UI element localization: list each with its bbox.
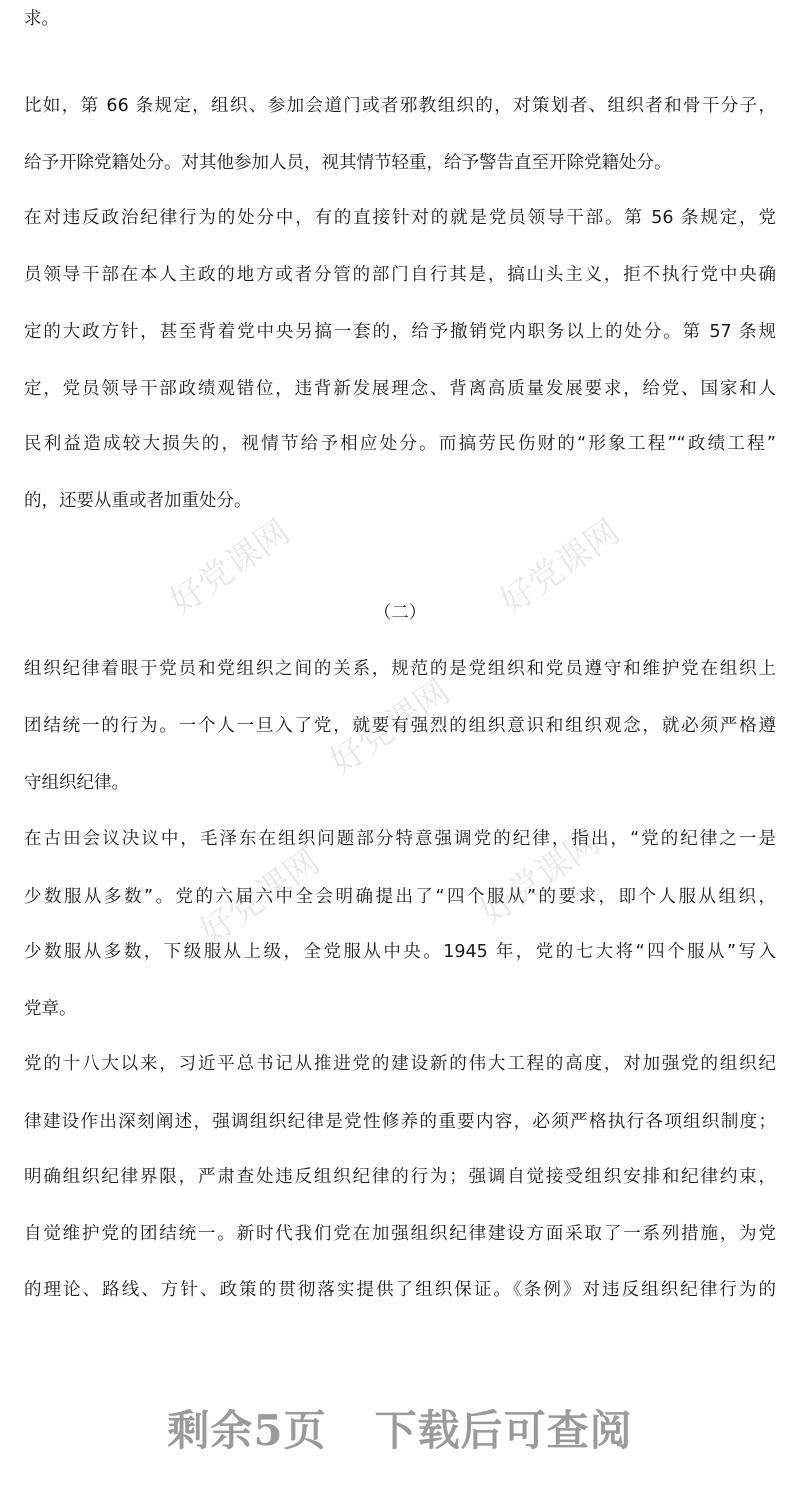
watermark: 好党课网 <box>492 511 628 623</box>
text-line: 民利益造成较大损失的，视情节给予相应处分。而搞劳民伤财的“形象工程”“政绩工程” <box>24 434 776 454</box>
text-line: 求。 <box>24 9 59 29</box>
watermark: 好党课网 <box>162 511 298 623</box>
text-line: 自觉维护党的团结统一。新时代我们党在加强组织纪律建设方面采取了一系列措施，为党 <box>24 1224 776 1244</box>
text-line: 的理论、路线、方针、政策的贯彻落实提供了组织保证。《条例》对违反组织纪律行为的 <box>24 1280 776 1300</box>
section-heading: （二） <box>373 603 427 623</box>
text-line: 员领导干部在本人主政的地方或者分管的部门自行其是，搞山头主义，拒不执行党中央确 <box>24 265 776 285</box>
text-line: 少数服从多数，下级服从上级，全党服从中央。1945 年，党的七大将“四个服从”写入 <box>24 942 776 962</box>
text-line: 的，还要从重或者加重处分。 <box>24 491 252 511</box>
text-line: 定，党员领导干部政绩观错位，违背新发展理念、背离高质量发展要求，给党、国家和人 <box>24 379 776 399</box>
text-line: 团结统一的行为。一个人一旦入了党，就要有强烈的组织意识和组织观念，就必须严格遵 <box>24 716 776 736</box>
text-line: 在古田会议决议中，毛泽东在组织问题部分特意强调党的纪律，指出，“党的纪律之一是 <box>24 829 776 849</box>
text-line: 给予开除党籍处分。对其他参加人员，视其情节轻重，给予警告直至开除党籍处分。 <box>24 153 672 173</box>
text-line: 比如，第 66 条规定，组织、参加会道门或者邪教组织的，对策划者、组织者和骨干分子， <box>24 96 776 116</box>
text-line: 在对违反政治纪律行为的处分中，有的直接针对的就是党员领导干部。第 56 条规定，党 <box>24 208 776 228</box>
watermark: 好党课网 <box>192 841 328 953</box>
text-line: 明确组织纪律界限，严肃查处违反组织纪律的行为；强调自觉接受组织安排和纪律约束， <box>24 1167 776 1187</box>
watermark: 好党课网 <box>322 671 458 783</box>
text-line: 少数服从多数”。党的六届六中全会明确提出了“四个服从”的要求，即个人服从组织， <box>24 887 776 907</box>
download-prompt[interactable] <box>0 1398 800 1458</box>
text-line: 党章。 <box>24 999 77 1019</box>
download-to-view-text: 下载后可查阅 <box>374 1406 633 1455</box>
text-line: 组织纪律着眼于党员和党组织之间的关系，规范的是党组织和党员遵守和维护党在组织上 <box>24 659 776 679</box>
watermark: 好党课网 <box>472 821 608 933</box>
text-line: 党的十八大以来，习近平总书记从推进党的建设新的伟大工程的高度，对加强党的组织纪 <box>24 1054 776 1074</box>
text-line: 律建设作出深刻阐述，强调组织纪律是党性修养的重要内容，必须严格执行各项组织制度； <box>24 1112 776 1132</box>
remaining-pages-text: 剩余5页 <box>167 1406 327 1455</box>
text-line: 守组织纪律。 <box>24 773 129 793</box>
text-line: 定的大政方针，甚至背着党中央另搞一套的，给予撤销党内职务以上的处分。第 57 条规 <box>24 322 776 342</box>
